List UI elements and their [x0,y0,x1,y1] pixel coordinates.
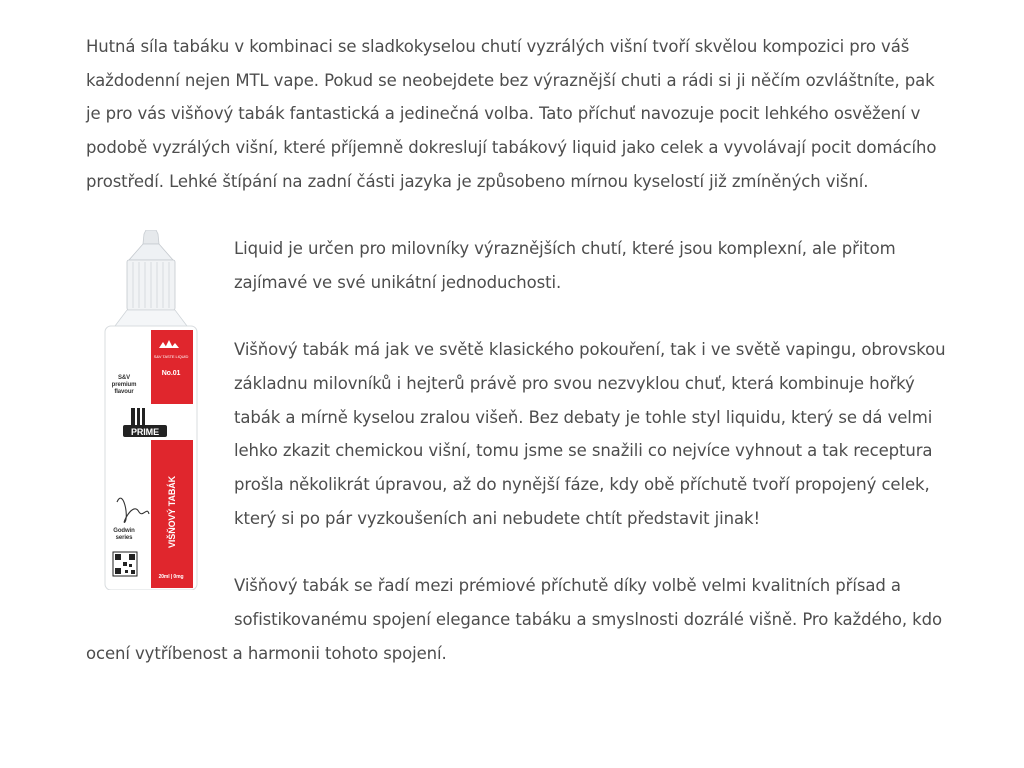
label-premium: S&V premium flavour [111,375,137,396]
volume-label: 20ml | 0mg [158,574,184,581]
paragraph-2: Liquid je určen pro milovníky výraznějších chutí, které jsou komplexní, ale přitom zajímavé ve své unikátní jednoduchosti. [234,239,896,292]
bottle-illustration [103,230,199,590]
series-label: Godwin series [113,528,135,542]
qr-code [113,552,137,576]
intro-paragraph: Hutná síla tabáku v kombinaci se sladkokyselou chutí vyzrálých višní tvoří skvělou kompozici pro váš každodenní nejen MTL vape. Pokud se neobejdete bez výraznější chuti a rádi si ji něčím ozvláštníte, pak je pro vás višňový tabák fantastická a jedinečná volba. Tato příchuť navozuje pocit lehkého osvěžení v podobě vyzrálých višní, které příjemně dokreslují tabákový liquid jako celek a vyvolávají pocit domácího prostředí. Lehké štípání na zadní části jazyka je způsobeno mírnou kyselostí již zmíněných višní. [86,37,937,191]
article-content [86,30,948,670]
label-number: No.01 [161,370,181,378]
brand-name: PRIME [130,427,160,438]
brand-tag: S&V TASTE LIQUID [153,354,189,360]
product-image [86,232,234,604]
flavour-name: VIŠŇOVÝ TABÁK [167,476,177,549]
paragraph-3: Višňový tabák má jak ve světě klasického pokouření, tak i ve světě vapingu, obrovskou základnu milovníků i hejterů právě pro svou nezvyklou chuť, která kombinuje hořký tabák a mírně kyselou zralou višeň. Bez debaty je tohle styl liquidu, který se dá velmi lehko zkazit chemickou višní, tomu jsme se snažili co nejvíce vyhnout a tak receptura prošla několikrát úpravou, až do nynější fáze, kdy obě příchutě tvoří propojený celek, který si po pár vyzkoušeních ani nebudete chtít představit jinak! [234,340,946,528]
paragraph-4: Višňový tabák se řadí mezi prémiové příchutě díky volbě velmi kvalitních přísad a sofistikovanému spojení elegance tabáku a smyslnosti dozrálé višně. Pro každého, kdo ocení vytříbenost a harmonii tohoto spojení. [86,576,942,663]
